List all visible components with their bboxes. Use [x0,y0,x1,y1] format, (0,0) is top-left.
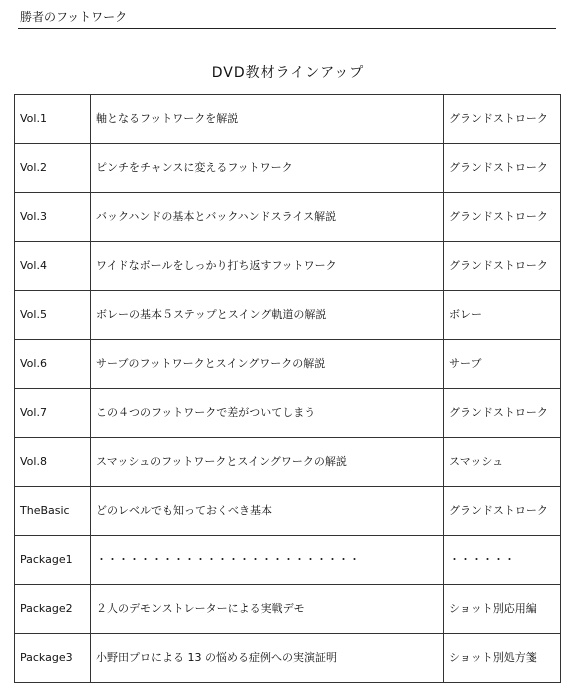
volume-cell: Vol.2 [15,144,91,193]
table-row [15,634,561,683]
dvd-lineup-table [14,94,561,683]
header-divider [18,28,556,29]
description-cell: サーブのフットワークとスイングワークの解説 [91,340,444,389]
table-row [15,487,561,536]
table-row [15,536,561,585]
volume-cell: Vol.1 [15,95,91,144]
volume-cell: Package3 [15,634,91,683]
category-cell: スマッシュ [444,438,561,487]
table-row [15,340,561,389]
category-cell: サーブ [444,340,561,389]
category-cell: ・・・・・・ [444,536,561,585]
table-row [15,438,561,487]
category-cell: グランドストローク [444,487,561,536]
table-row [15,389,561,438]
category-cell: ショット別応用編 [444,585,561,634]
description-cell: 軸となるフットワークを解説 [91,95,444,144]
description-cell: 小野田プロによる 13 の悩める症例への実演証明 [91,634,444,683]
description-cell: スマッシュのフットワークとスイングワークの解説 [91,438,444,487]
description-cell: どのレベルでも知っておくべき基本 [91,487,444,536]
volume-cell: Vol.7 [15,389,91,438]
volume-cell: TheBasic [15,487,91,536]
table-row [15,193,561,242]
volume-cell: Vol.3 [15,193,91,242]
description-cell: ピンチをチャンスに変えるフットワーク [91,144,444,193]
category-cell: ショット別処方箋 [444,634,561,683]
category-cell: ボレー [444,291,561,340]
volume-cell: Package2 [15,585,91,634]
description-cell: ワイドなボールをしっかり打ち返すフットワーク [91,242,444,291]
table-row [15,585,561,634]
category-cell: グランドストローク [444,193,561,242]
table-row [15,144,561,193]
description-cell: この４つのフットワークで差がついてしまう [91,389,444,438]
table-row [15,291,561,340]
description-cell: ボレーの基本５ステップとスイング軌道の解説 [91,291,444,340]
header-title: 勝者のフットワーク [20,10,128,24]
document-title: DVD教材ラインアップ [211,65,365,81]
category-cell: グランドストローク [444,144,561,193]
description-cell: ・・・・・・・・・・・・・・・・・・・・・・・・ [91,536,444,585]
category-cell: グランドストローク [444,242,561,291]
table-row [15,95,561,144]
volume-cell: Vol.8 [15,438,91,487]
description-cell: バックハンドの基本とバックハンドスライス解説 [91,193,444,242]
volume-cell: Vol.5 [15,291,91,340]
volume-cell: Vol.6 [15,340,91,389]
category-cell: グランドストローク [444,95,561,144]
volume-cell: Vol.4 [15,242,91,291]
table-row [15,242,561,291]
category-cell: グランドストローク [444,389,561,438]
description-cell: ２人のデモンストレーターによる実戦デモ [91,585,444,634]
volume-cell: Package1 [15,536,91,585]
